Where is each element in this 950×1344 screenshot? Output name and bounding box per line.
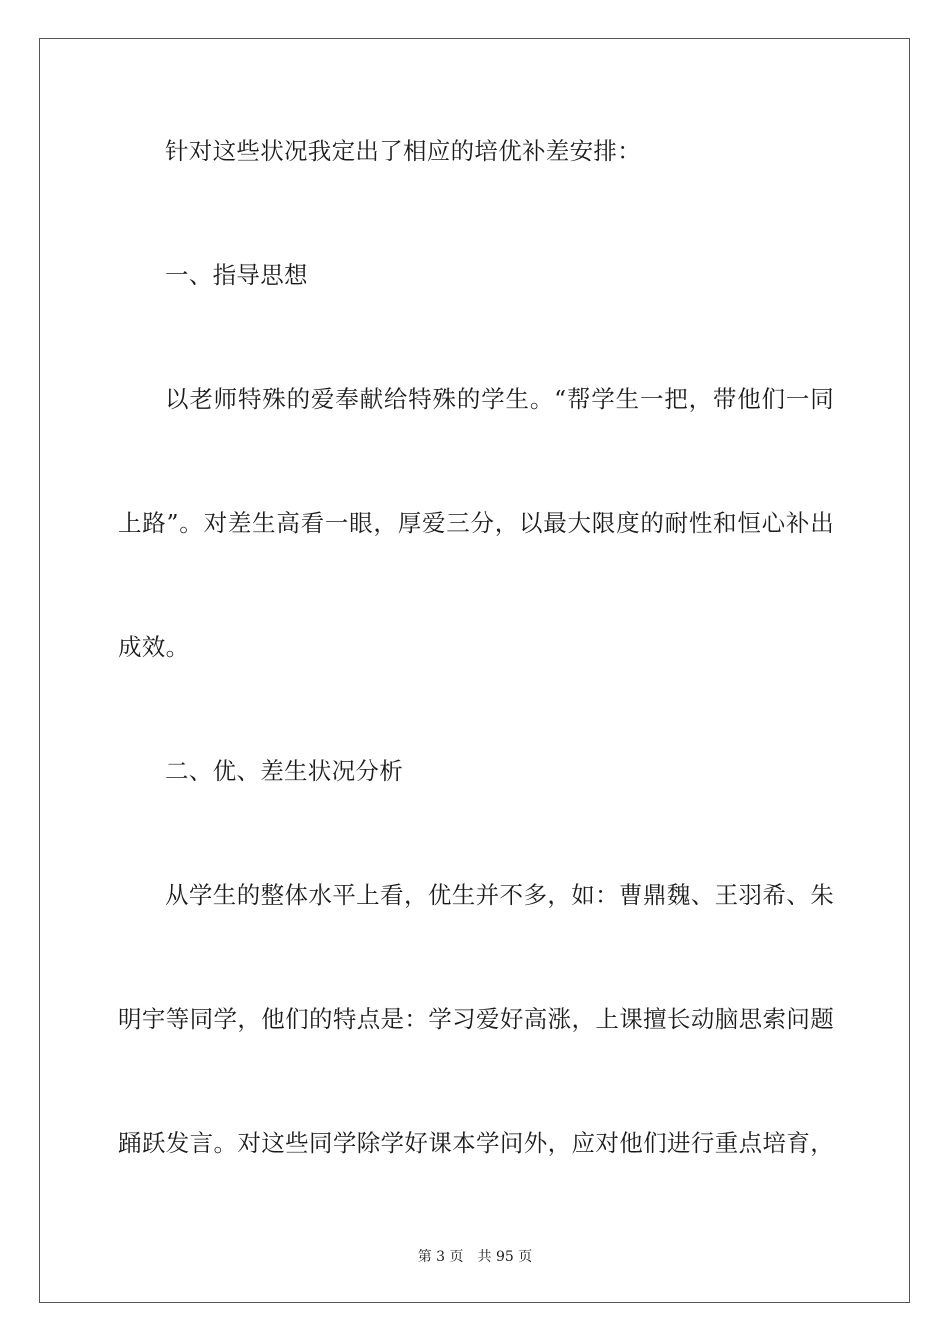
paragraph-intro: 针对这些状况我定出了相应的培优补差安排： [165, 137, 641, 165]
page-number-footer: 第 3 页 共 95 页 [417, 1249, 533, 1265]
paragraph-analysis-line-3: 踊跃发言。对这些同学除学好课本学问外，应对他们进行重点培育， [118, 1129, 834, 1157]
page-border [39, 38, 910, 1303]
paragraph-ideology-line-2: 上路”。对差生高看一眼，厚爱三分，以最大限度的耐性和恒心补出 [118, 509, 834, 537]
paragraph-analysis-line-1: 从学生的整体水平上看，优生并不多，如：曹鼎魏、王羽希、朱 [165, 881, 834, 909]
heading-guiding-ideology: 一、指导思想 [165, 261, 308, 289]
heading-student-analysis: 二、优、差生状况分析 [165, 757, 403, 785]
paragraph-ideology-line-1: 以老师特殊的爱奉献给特殊的学生。“帮学生一把，带他们一同 [165, 385, 834, 413]
paragraph-analysis-line-2: 明宇等同学，他们的特点是：学习爱好高涨，上课擅长动脑思索问题 [118, 1005, 834, 1033]
paragraph-ideology-line-3: 成效。 [118, 633, 190, 661]
